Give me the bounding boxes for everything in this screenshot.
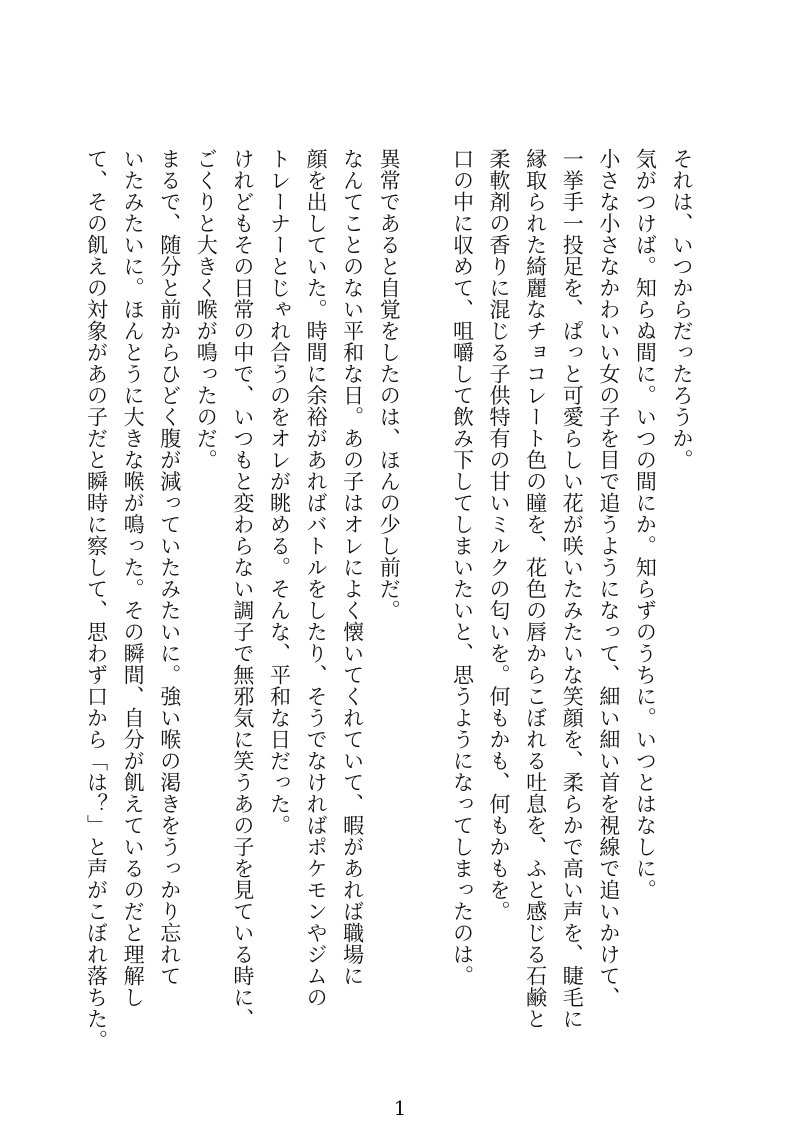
text-line: て、その飢えの対象があの子だと瞬時に察して、思わず口から「は？」と声がこぼれ落ちた。 bbox=[84, 148, 109, 1051]
text-line: トレーナーとじゃれ合うのをオレが眺める。そんな、平和な日だった。 bbox=[267, 148, 292, 836]
text-line: 口の中に収めて、咀嚼して飲み下してしまいたいと、思うようになってしまったのは。 bbox=[450, 148, 475, 987]
text-line: いたみたいに。ほんとうに大きな喉が鳴った。その瞬間、自分が飢えているのだと理解し bbox=[121, 148, 146, 1008]
body-text bbox=[78, 148, 700, 1051]
text-line: まるで、随分と前からひどく腹が減っていたみたいに。強い喉の渇きをうっかり忘れて bbox=[157, 148, 182, 987]
text-line: 一挙手一投足を、ぱっと可愛らしい花が咲いたみたいな笑顔を、柔らかで高い声を、睫毛に bbox=[560, 148, 585, 1030]
text-line: 異常であると自覚をしたのは、ほんの少し前だ。 bbox=[377, 148, 402, 621]
text-line: 柔軟剤の香りに混じる子供特有の甘いミルクの匂いを。何もかも、何もかもを。 bbox=[487, 148, 512, 922]
page-number: 1 bbox=[393, 1096, 407, 1120]
text-line: 縁取られた綺麗なチョコレート色の瞳を、花色の唇からこぼれる吐息を、ふと感じる石鹸と bbox=[523, 148, 548, 1030]
text-line: 気がつけば。知らぬ間に。いつの間にか。知らずのうちに。いつとはなしに。 bbox=[633, 148, 658, 901]
text-line: けれどもその日常の中で、いつもと変わらない調子で無邪気に笑うあの子を見ている時に、 bbox=[230, 148, 255, 1030]
text-line: なんてことのない平和な日。あの子はオレによく懐いてくれていて、暇があれば職場に bbox=[340, 148, 365, 987]
text-line: ごくりと大きく喉が鳴ったのだ。 bbox=[194, 148, 219, 471]
text-line: それは、いつからだったろうか。 bbox=[670, 148, 694, 471]
paragraph-gap bbox=[407, 148, 444, 1008]
text-line: 小さな小さなかわいい女の子を目で追うようになって、細い細い首を視線で追いかけて、 bbox=[596, 148, 621, 1008]
text-line: 顔を出していた。時間に余裕があればバトルをしたり、そうでなければポケモンやジムの bbox=[304, 148, 329, 1008]
